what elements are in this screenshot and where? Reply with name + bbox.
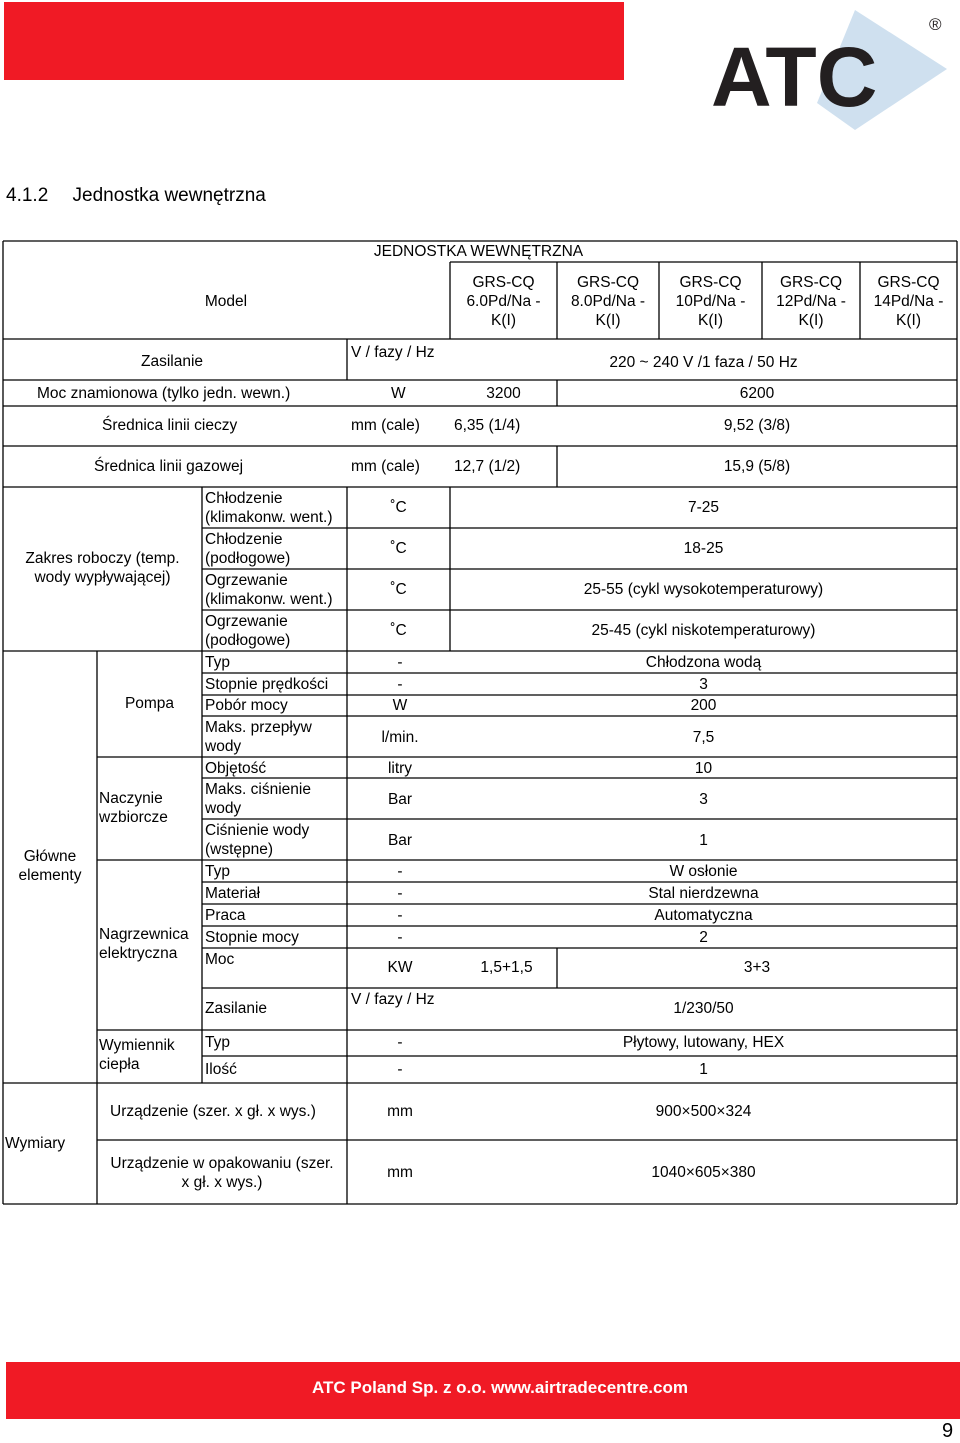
- naczynie-cisnienie-max-unit: Bar: [387, 791, 413, 808]
- nagrzewnica-typ-unit: -: [397, 863, 403, 880]
- pompa-typ-unit: -: [397, 654, 403, 671]
- model-5-name: GRS-CQ 14Pd/Na - K(I): [873, 274, 944, 329]
- wymiennik-ilosc-value: 1: [699, 1061, 708, 1078]
- nagrzewnica-stopnie-value: 2: [699, 929, 708, 946]
- nagrzewnica-stopnie-name: Stopnie mocy: [205, 929, 299, 946]
- nagrzewnica-material-name: Materiał: [205, 885, 261, 902]
- model-label: Model: [204, 293, 248, 310]
- page-number: 9: [942, 1420, 954, 1442]
- moc-unit: W: [391, 385, 406, 402]
- wymiennik-label: Wymiennik ciepła: [99, 1037, 175, 1073]
- nagrzewnica-label: Nagrzewnica elektryczna: [99, 926, 189, 962]
- ciecz-value-2: 9,52 (3/8): [723, 417, 791, 434]
- wymiary-urzadzenie-value: 900×500×324: [655, 1103, 752, 1120]
- wymiennik-typ-name: Typ: [205, 1034, 230, 1051]
- pompa-typ-name: Typ: [205, 654, 230, 671]
- gaz-unit: mm (cale): [351, 458, 420, 475]
- nagrzewnica-typ-name: Typ: [205, 863, 230, 880]
- gaz-value-2: 15,9 (5/8): [723, 458, 791, 475]
- zakres-row-1-value: 7-25: [687, 499, 720, 516]
- zakres-row-1-name: Chłodzenie (klimakonw. went.): [205, 490, 333, 526]
- wymiary-urzadzenie-unit: mm: [387, 1103, 413, 1120]
- nagrzewnica-praca-unit: -: [397, 907, 403, 924]
- naczynie-cisnienie-wst-name: Ciśnienie wody (wstępne): [205, 822, 310, 858]
- zakres-row-3-unit: ˚C: [390, 581, 407, 598]
- naczynie-objetosc-unit: litry: [387, 760, 413, 777]
- ciecz-unit: mm (cale): [351, 417, 420, 434]
- nagrzewnica-zasilanie-unit: V / fazy / Hz: [351, 991, 435, 1008]
- registered-mark: ®: [929, 15, 942, 34]
- pompa-pobor-value: 200: [690, 697, 717, 714]
- pompa-przeplyw-value: 7,5: [692, 729, 715, 746]
- pompa-stopnie-unit: -: [397, 676, 403, 693]
- moc-label: Moc znamionowa (tylko jedn. wewn.): [37, 385, 291, 402]
- wymiary-opakowanie-value: 1040×605×380: [651, 1164, 756, 1181]
- naczynie-cisnienie-wst-value: 1: [699, 832, 708, 849]
- zakres-row-3-name: Ogrzewanie (klimakonw. went.): [205, 572, 333, 608]
- footer-company-text: ATC Poland Sp. z o.o. www.airtradecentre.com: [312, 1378, 688, 1397]
- nagrzewnica-typ-value: W osłonie: [669, 863, 738, 880]
- nagrzewnica-zasilanie-value: 1/230/50: [673, 1000, 734, 1017]
- zakres-row-4-unit: ˚C: [390, 622, 407, 639]
- naczynie-cisnienie-max-value: 3: [699, 791, 708, 808]
- model-4-name: GRS-CQ 12Pd/Na - K(I): [776, 274, 846, 329]
- glowne-elementy-label: Główne elementy: [18, 848, 82, 884]
- naczynie-label: Naczynie wzbiorcze: [99, 790, 168, 826]
- naczynie-cisnienie-max-name: Maks. ciśnienie wody: [205, 781, 311, 817]
- zakres-row-4-name: Ogrzewanie (podłogowe): [205, 613, 291, 649]
- wymiennik-ilosc-name: Ilość: [205, 1061, 237, 1078]
- zakres-row-2-value: 18-25: [683, 540, 724, 557]
- zasilanie-value: 220 ~ 240 V /1 faza / 50 Hz: [609, 354, 798, 371]
- nagrzewnica-stopnie-unit: -: [397, 929, 403, 946]
- wymiennik-typ-unit: -: [397, 1034, 403, 1051]
- pompa-pobor-name: Pobór mocy: [205, 697, 288, 714]
- naczynie-objetosc-name: Objętość: [205, 760, 267, 777]
- naczynie-objetosc-value: 10: [694, 760, 713, 777]
- nagrzewnica-praca-name: Praca: [205, 907, 246, 924]
- zasilanie-unit: V / fazy / Hz: [351, 344, 435, 361]
- ciecz-value-1: 6,35 (1/4): [454, 417, 521, 434]
- gaz-label: Średnica linii gazowej: [94, 458, 244, 475]
- pompa-typ-value: Chłodzona wodą: [645, 654, 762, 671]
- zakres-row-3-value: 25-55 (cykl wysokotemperaturowy): [583, 581, 824, 598]
- moc-value-2: 6200: [739, 385, 775, 402]
- nagrzewnica-moc-value-2: 3+3: [743, 959, 771, 976]
- ciecz-label: Średnica linii cieczy: [102, 417, 238, 434]
- section-title: Jednostka wewnętrzna: [72, 185, 266, 206]
- model-1-name: GRS-CQ 6.0Pd/Na - K(I): [466, 274, 541, 329]
- zakres-label: Zakres roboczy (temp. wody wypływającej): [25, 550, 180, 586]
- wymiary-opakowanie-unit: mm: [387, 1164, 413, 1181]
- nagrzewnica-moc-name: Moc: [205, 951, 235, 968]
- logo-lettering: ATC: [711, 30, 878, 124]
- nagrzewnica-zasilanie-name: Zasilanie: [205, 1000, 268, 1017]
- pompa-stopnie-value: 3: [699, 676, 708, 693]
- nagrzewnica-praca-value: Automatyczna: [654, 907, 753, 924]
- section-number: 4.1.2: [6, 185, 49, 206]
- model-2-name: GRS-CQ 8.0Pd/Na - K(I): [570, 274, 646, 329]
- wymiary-label: Wymiary: [5, 1135, 66, 1152]
- pompa-przeplyw-unit: l/min.: [381, 729, 419, 746]
- pompa-label: Pompa: [124, 695, 175, 712]
- pompa-przeplyw-name: Maks. przepływ wody: [205, 719, 312, 755]
- zakres-row-4-value: 25-45 (cykl niskotemperaturowy): [591, 622, 816, 639]
- gaz-value-1: 12,7 (1/2): [454, 458, 521, 475]
- nagrzewnica-moc-unit: KW: [387, 959, 413, 976]
- zakres-row-2-unit: ˚C: [390, 540, 407, 557]
- wymiary-opakowanie-name: Urządzenie w opakowaniu (szer. x gł. x wys.): [110, 1155, 334, 1191]
- pompa-stopnie-name: Stopnie prędkości: [205, 676, 329, 693]
- table-caption: JEDNOSTKA WEWNĘTRZNA: [373, 243, 584, 260]
- moc-value-1: 3200: [486, 385, 521, 402]
- zakres-row-1-unit: ˚C: [390, 499, 407, 516]
- zakres-row-2-name: Chłodzenie (podłogowe): [205, 531, 291, 567]
- pompa-pobor-unit: W: [392, 697, 408, 714]
- wymiennik-typ-value: Płytowy, lutowany, HEX: [622, 1034, 785, 1051]
- nagrzewnica-material-value: Stal nierdzewna: [648, 885, 759, 902]
- wymiary-urzadzenie-name: Urządzenie (szer. x gł. x wys.): [110, 1103, 316, 1120]
- model-3-name: GRS-CQ 10Pd/Na - K(I): [675, 274, 746, 329]
- nagrzewnica-material-unit: -: [397, 885, 403, 902]
- wymiennik-ilosc-unit: -: [397, 1061, 403, 1078]
- nagrzewnica-moc-value-1: 1,5+1,5: [480, 959, 533, 976]
- zasilanie-label: Zasilanie: [141, 353, 204, 370]
- naczynie-cisnienie-wst-unit: Bar: [387, 832, 413, 849]
